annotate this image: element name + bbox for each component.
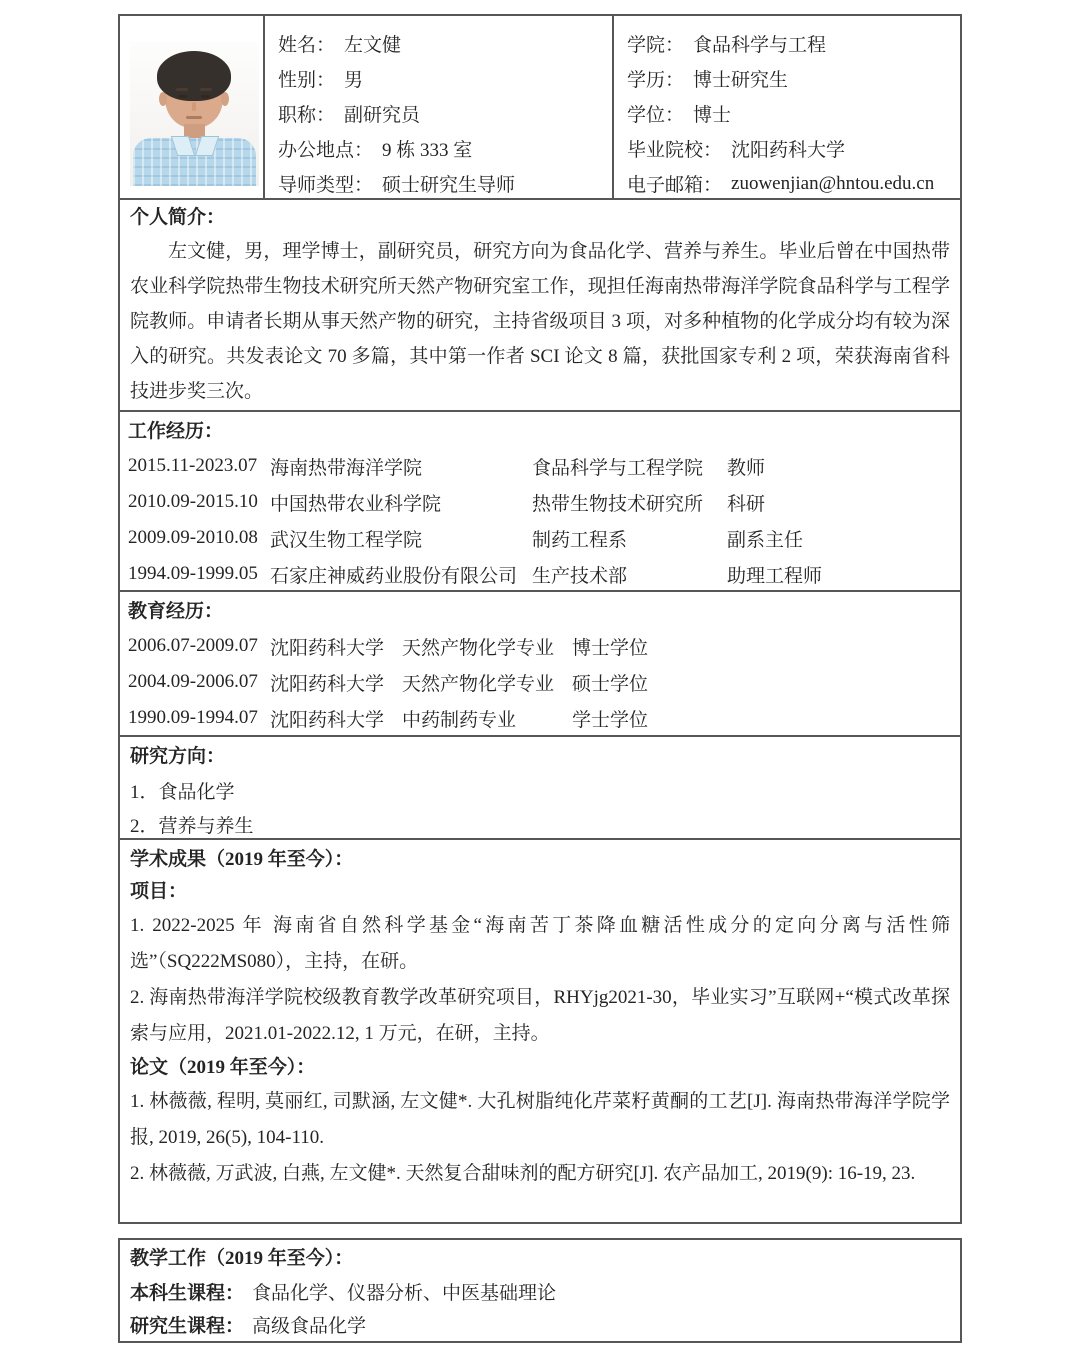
field-label: 学位： xyxy=(627,105,685,126)
affiliation-fields xyxy=(614,16,960,198)
work-org: 中国热带农业科学院 xyxy=(270,493,442,515)
section-intro xyxy=(120,198,960,410)
photo-hair-shape xyxy=(157,51,231,101)
field-email xyxy=(627,166,960,198)
work-row xyxy=(128,484,950,520)
course-level-label: 本科生课程： xyxy=(130,1283,245,1304)
work-dept: 制药工程系 xyxy=(532,529,628,551)
work-dept: 生产技术部 xyxy=(532,565,628,587)
section-heading-intro: 个人简介： xyxy=(130,207,226,228)
field-value: 博士研究生 xyxy=(693,70,789,91)
field-label: 毕业院校： xyxy=(627,140,723,161)
field-value: 9 栋 333 室 xyxy=(382,140,473,161)
work-org: 海南热带海洋学院 xyxy=(270,457,423,479)
work-dept: 热带生物技术研究所 xyxy=(532,493,704,515)
paper-item: 2. 林薇薇, 万武波, 白燕, 左文健*. 天然复合甜味剂的配方研究[J]. 农产品加工, 2019(9): 16-19, 23. xyxy=(130,1163,916,1184)
education-row xyxy=(128,700,950,735)
education-row xyxy=(128,664,950,700)
edu-school: 沈阳药科大学 xyxy=(270,637,385,659)
field-label: 导师类型： xyxy=(278,175,374,196)
intro-paragraph: 左文健，男，理学博士，副研究员，研究方向为食品化学、营养与养生。毕业后曾在中国热带农业科学院热带生物技术研究所天然产物研究室工作，现担任海南热带海洋学院食品科学与工程学院教师。申请者长期从事天然产物的研究，主持省级项目 3 项，对多种植物的化学成分均有较为深入的研究。共发表论文 70 多篇，其中第一作者 SCI 论文 8 篇，获批国家专利 2 项，荣获海南省科技进步奖三次。 xyxy=(130,241,950,402)
edu-degree: 学士学位 xyxy=(572,709,649,731)
photo-shirt-shape xyxy=(133,138,256,186)
work-org: 石家庄神威药业股份有限公司 xyxy=(270,565,518,587)
field-office xyxy=(278,131,612,166)
email-value: zuowenjian@hntou.edu.cn xyxy=(731,172,935,194)
section-achievements xyxy=(120,838,960,1222)
work-role: 教师 xyxy=(727,457,766,479)
section-heading-work: 工作经历： xyxy=(128,421,224,442)
edu-major: 中药制药专业 xyxy=(402,709,517,731)
work-row xyxy=(128,520,950,556)
field-value: 左文健 xyxy=(344,35,402,56)
section-heading-achievements: 学术成果（2019 年至今）： xyxy=(130,849,354,870)
edu-school: 沈阳药科大学 xyxy=(270,673,385,695)
teaching-row xyxy=(130,1275,950,1308)
research-item: 2．营养与养生 xyxy=(130,815,254,837)
field-alma-mater xyxy=(627,131,960,166)
section-heading-teaching: 教学工作（2019 年至今）： xyxy=(130,1248,354,1269)
section-heading-education: 教育经历： xyxy=(128,601,224,622)
project-item: 1. 2022-2025 年 海南省自然科学基金“海南苦丁茶降血糖活性成分的定向分离与活性筛选”（SQ222MS080），主持，在研。 xyxy=(130,915,950,972)
work-row xyxy=(128,556,950,590)
edu-major: 天然产物化学专业 xyxy=(402,673,555,695)
course-list: 高级食品化学 xyxy=(252,1316,367,1337)
section-education xyxy=(120,590,960,735)
field-college xyxy=(627,26,960,61)
subheading-papers: 论文（2019 年至今）： xyxy=(130,1057,316,1078)
profile-document xyxy=(118,14,962,1224)
paper-item: 1. 林薇薇, 程明, 莫丽红, 司默涵, 左文健*. 大孔树脂纯化芹菜籽黄酮的工艺[J]. 海南热带海洋学院学报, 2019, 26(5), 104-110. xyxy=(130,1091,950,1148)
section-research xyxy=(120,735,960,838)
photo-mouth-shape xyxy=(186,116,202,119)
photo-brow-shape xyxy=(200,88,212,91)
profile-photo xyxy=(130,42,259,186)
work-org: 武汉生物工程学院 xyxy=(270,529,423,551)
field-value: 硕士研究生导师 xyxy=(382,175,516,196)
work-role: 科研 xyxy=(727,493,766,515)
edu-major: 天然产物化学专业 xyxy=(402,637,555,659)
edu-degree: 博士学位 xyxy=(572,637,649,659)
field-title xyxy=(278,96,612,131)
field-mentor-type xyxy=(278,166,612,198)
field-label: 姓名： xyxy=(278,35,336,56)
field-value: 男 xyxy=(344,70,364,91)
field-label: 电子邮箱： xyxy=(627,175,723,196)
edu-period: 2004.09-2006.07 xyxy=(128,671,258,692)
subheading-projects: 项目： xyxy=(130,881,188,902)
work-period: 2009.09-2010.08 xyxy=(128,527,258,548)
edu-school: 沈阳药科大学 xyxy=(270,709,385,731)
photo-cell xyxy=(120,16,265,198)
field-label: 学院： xyxy=(627,35,685,56)
work-role: 助理工程师 xyxy=(727,565,823,587)
course-level-label: 研究生课程： xyxy=(130,1316,245,1337)
photo-nose-shape xyxy=(192,102,196,111)
section-work xyxy=(120,410,960,590)
project-item: 2. 海南热带海洋学院校级教育教学改革研究项目，RHYjg2021-30，毕业实习”互联网+“模式改革探索与应用，2021.01-2022.12, 1 万元，在研，主持。 xyxy=(130,987,950,1044)
field-value: 副研究员 xyxy=(344,105,421,126)
field-label: 性别： xyxy=(278,70,336,91)
photo-ear-shape xyxy=(221,92,229,106)
edu-period: 1990.09-1994.07 xyxy=(128,707,258,728)
field-name xyxy=(278,26,612,61)
research-item: 1．食品化学 xyxy=(130,781,235,803)
teaching-box xyxy=(118,1238,962,1343)
teaching-row xyxy=(130,1308,950,1341)
field-value: 沈阳药科大学 xyxy=(731,140,846,161)
field-label: 职称： xyxy=(278,105,336,126)
course-list: 食品化学、仪器分析、中医基础理论 xyxy=(252,1283,557,1304)
personal-fields xyxy=(265,16,614,198)
photo-brow-shape xyxy=(176,88,188,91)
work-period: 2015.11-2023.07 xyxy=(128,455,258,476)
field-gender xyxy=(278,61,612,96)
photo-eye-shape xyxy=(201,95,210,98)
edu-period: 2006.07-2009.07 xyxy=(128,635,258,656)
field-education-level xyxy=(627,61,960,96)
work-dept: 食品科学与工程学院 xyxy=(532,457,704,479)
basic-info-table xyxy=(120,16,960,198)
edu-degree: 硕士学位 xyxy=(572,673,649,695)
work-period: 1994.09-1999.05 xyxy=(128,563,258,584)
work-role: 副系主任 xyxy=(727,529,804,551)
field-label: 办公地点： xyxy=(278,140,374,161)
work-period: 2010.09-2015.10 xyxy=(128,491,258,512)
field-degree xyxy=(627,96,960,131)
field-value: 博士 xyxy=(693,105,732,126)
education-row xyxy=(128,628,950,664)
work-row xyxy=(128,448,950,484)
field-value: 食品科学与工程 xyxy=(693,35,827,56)
field-label: 学历： xyxy=(627,70,685,91)
section-heading-research: 研究方向： xyxy=(130,746,226,767)
photo-eye-shape xyxy=(178,95,187,98)
